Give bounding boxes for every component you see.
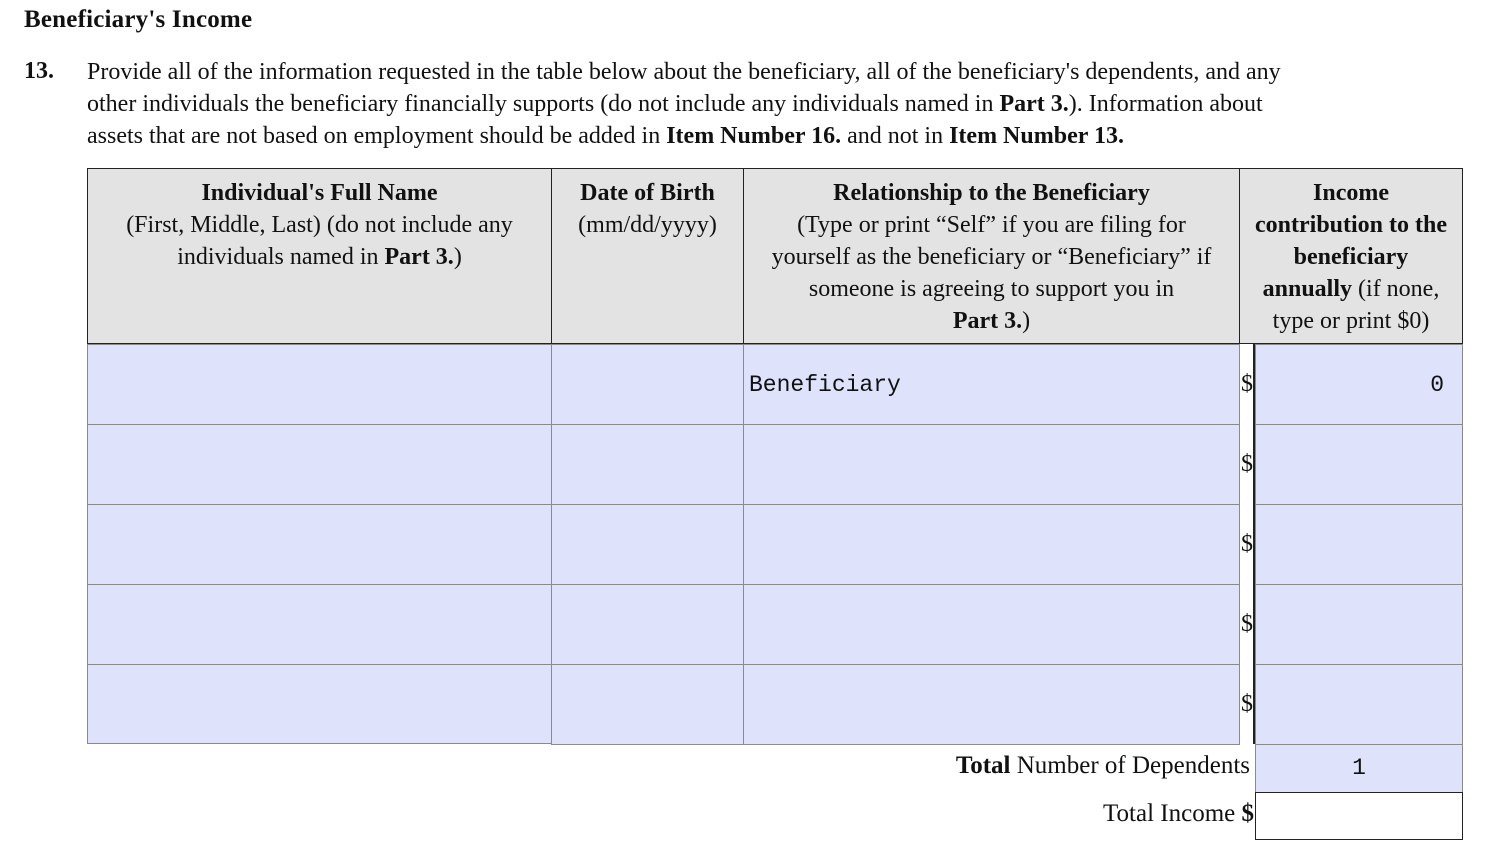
item-number: 13.	[24, 58, 54, 84]
header-income-title: contribution to the	[1255, 212, 1447, 238]
relationship-field-5[interactable]	[743, 664, 1240, 745]
total-income-field[interactable]	[1255, 792, 1463, 840]
relationship-field-3[interactable]	[743, 504, 1240, 585]
dollar-sign-total: $	[1241, 800, 1254, 827]
header-relationship	[743, 168, 1240, 344]
part-3-reference: Part 3.	[952, 308, 1023, 334]
part-3-reference: Part 3.	[999, 91, 1069, 117]
full-name-field-4[interactable]	[87, 584, 552, 665]
header-relationship-hint	[744, 305, 1239, 337]
instructions-text: and not in	[841, 123, 950, 149]
hint-text: )	[453, 244, 462, 270]
total-income-label	[800, 800, 1254, 828]
dob-field-2[interactable]	[551, 424, 744, 505]
header-dob-format: (mm/dd/yyyy)	[578, 212, 717, 238]
label-text: Number of Dependents	[1010, 752, 1250, 779]
hint-text: )	[1022, 308, 1031, 334]
instructions-text: assets that are not based on employment should be added in	[87, 123, 667, 149]
field-value: Beneficiary	[749, 372, 901, 398]
income-field-4[interactable]	[1255, 584, 1463, 665]
instructions-text: ). Information about	[1068, 91, 1263, 117]
dollar-sign-4: $	[1241, 611, 1253, 637]
hint-text: individuals named in	[177, 244, 385, 270]
field-value: 0	[1430, 372, 1444, 398]
header-income-hint: type or print $0)	[1272, 308, 1430, 334]
header-income-title: Income	[1313, 180, 1389, 206]
total-emphasis: Total	[955, 752, 1011, 779]
dob-field-4[interactable]	[551, 584, 744, 665]
section-title: Beneficiary's Income	[24, 6, 253, 33]
total-dependents-field[interactable]: 1	[1255, 744, 1463, 793]
header-dob-title: Date of Birth	[580, 180, 715, 206]
item-13-reference: Item Number 13.	[949, 123, 1124, 149]
relationship-field-4[interactable]	[743, 584, 1240, 665]
instructions-line-1: Provide all of the information requested in the table below about the beneficiary, all of the beneficiary's dependents, and any	[87, 59, 1281, 85]
income-field-2[interactable]	[1255, 424, 1463, 505]
income-field-1[interactable]	[1255, 344, 1463, 425]
instructions-line-3	[87, 120, 1482, 152]
instructions-text: other individuals the beneficiary financially supports (do not include any individuals named in	[87, 91, 1000, 117]
total-dependents-label	[800, 752, 1250, 780]
dob-field-3[interactable]	[551, 504, 744, 585]
header-income	[1239, 168, 1463, 344]
full-name-field-1[interactable]	[87, 344, 552, 425]
instructions-line-2	[87, 88, 1482, 120]
income-field-3[interactable]	[1255, 504, 1463, 585]
part-3-reference: Part 3.	[384, 244, 454, 270]
item-16-reference: Item Number 16.	[666, 123, 842, 149]
label-text: Total Income	[1103, 800, 1242, 827]
header-date-of-birth	[551, 168, 744, 344]
header-income-hint	[1240, 273, 1462, 305]
header-full-name	[87, 168, 552, 344]
item-instructions	[87, 56, 1482, 152]
header-relationship-hint: someone is agreeing to support you in	[808, 276, 1175, 302]
hint-text: (if none,	[1352, 276, 1440, 302]
dollar-sign-2: $	[1241, 451, 1253, 477]
header-relationship-hint: (Type or print “Self” if you are filing for	[797, 212, 1186, 238]
income-field-5[interactable]	[1255, 664, 1463, 745]
annually-emphasis: annually	[1262, 276, 1353, 302]
dob-field-1[interactable]	[551, 344, 744, 425]
header-full-name-hint-2	[88, 241, 551, 273]
header-full-name-title: Individual's Full Name	[201, 180, 438, 206]
relationship-field-1[interactable]	[743, 344, 1240, 425]
dollar-sign-3: $	[1241, 531, 1253, 557]
header-relationship-hint: yourself as the beneficiary or “Beneficiary” if	[771, 244, 1212, 270]
header-relationship-title: Relationship to the Beneficiary	[833, 180, 1150, 206]
full-name-field-2[interactable]	[87, 424, 552, 505]
relationship-field-2[interactable]	[743, 424, 1240, 505]
header-full-name-hint: (First, Middle, Last) (do not include any	[126, 212, 513, 238]
header-income-title: beneficiary	[1293, 244, 1409, 270]
dob-field-5[interactable]	[551, 664, 744, 745]
dollar-sign-5: $	[1241, 691, 1253, 717]
full-name-field-5[interactable]	[87, 664, 552, 744]
full-name-field-3[interactable]	[87, 504, 552, 585]
dollar-sign-1: $	[1241, 371, 1253, 397]
